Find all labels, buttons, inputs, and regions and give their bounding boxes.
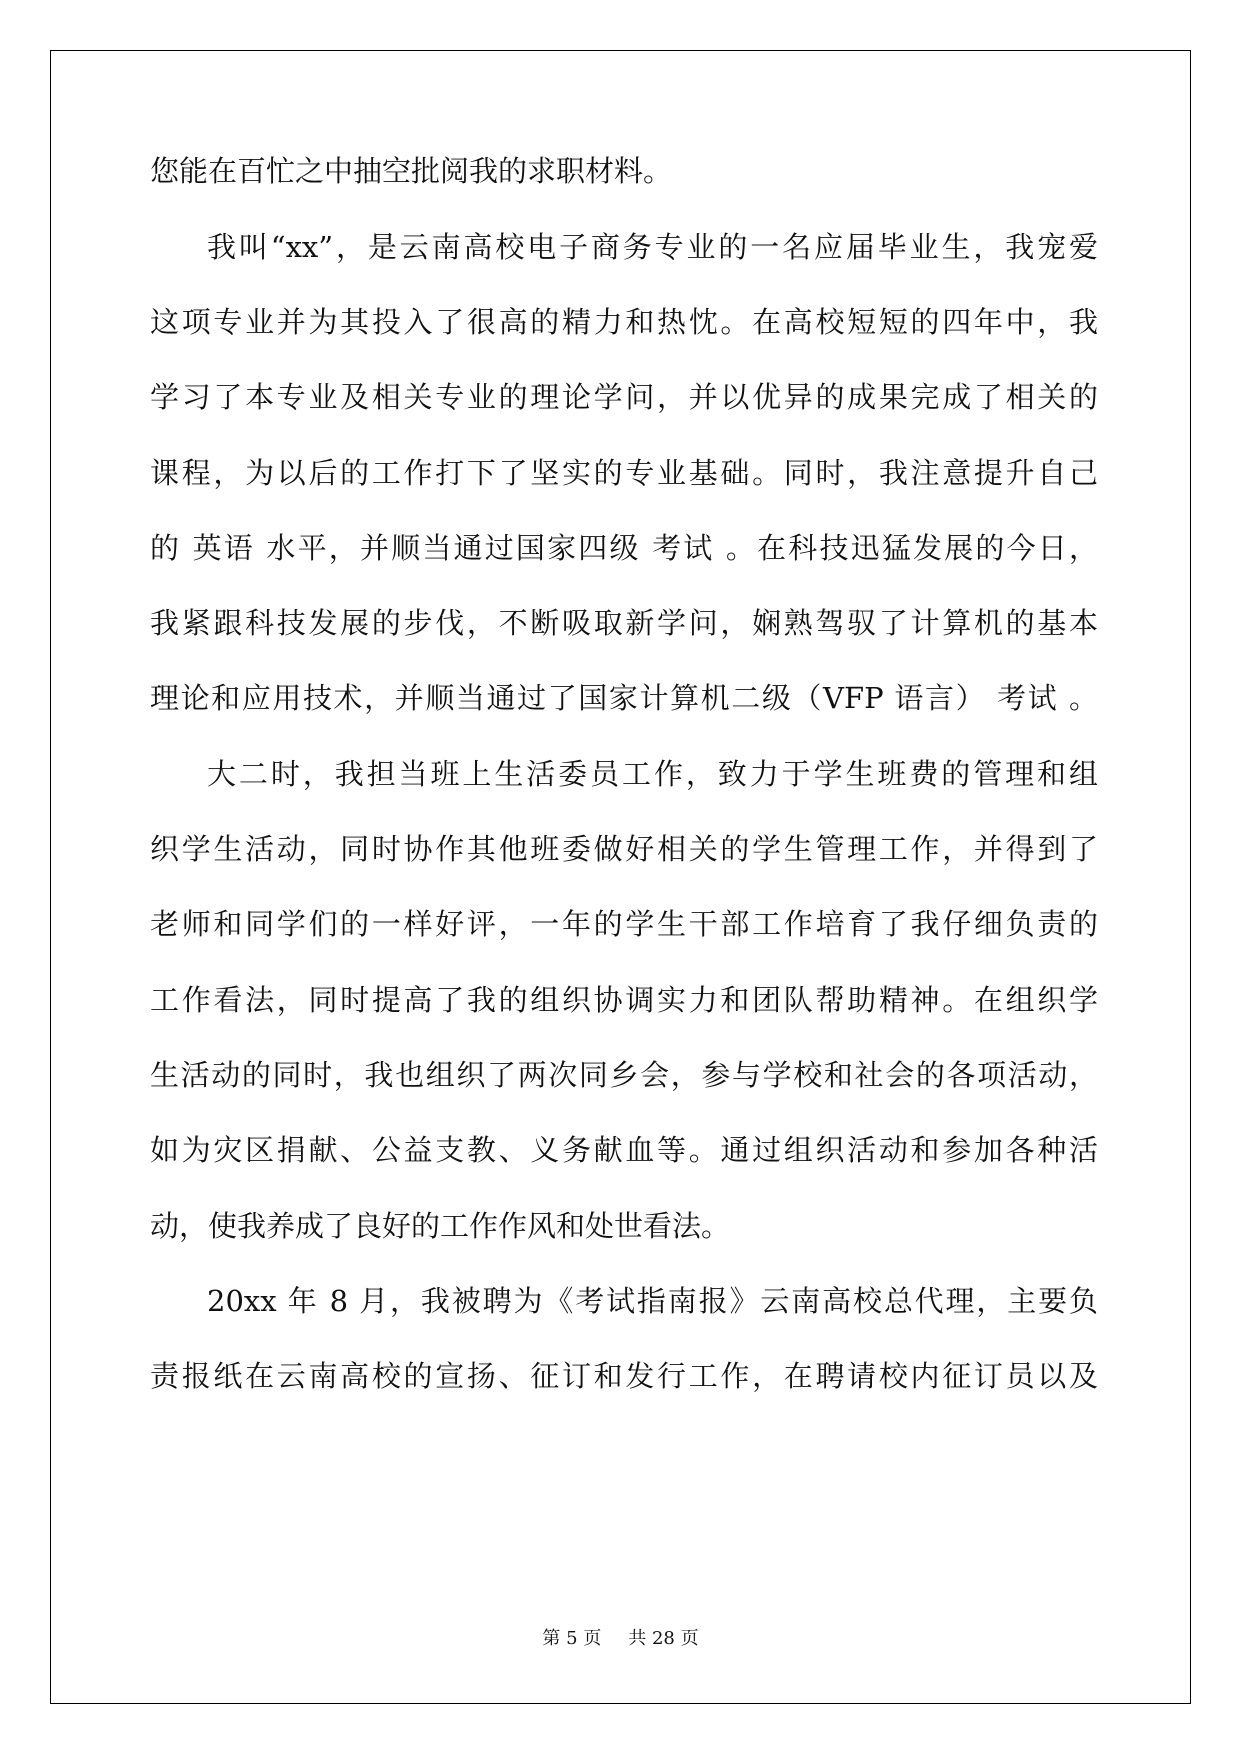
text-line: 老师和同学们的一样好评，一年的学生干部工作培育了我仔细负责的 — [150, 907, 1098, 941]
text-line: 织学生活动，同时协作其他班委做好相关的学生管理工作，并得到了 — [150, 832, 1098, 866]
page-total: 共 28 页 — [628, 1628, 699, 1649]
text-line: 您能在百忙之中抽空批阅我的求职材料。 — [150, 154, 673, 188]
text-line: 大二时，我担当班上生活委员工作，致力于学生班费的管理和组 — [207, 757, 1098, 791]
text-line: 工作看法，同时提高了我的组织协调实力和团队帮助精神。在组织学 — [150, 983, 1098, 1017]
page-footer — [0, 1624, 1241, 1650]
text-line: 如为灾区捐献、公益支教、义务献血等。通过组织活动和参加各种活 — [150, 1133, 1098, 1167]
text-line: 我紧跟科技发展的步伐，不断吸取新学问，娴熟驾驭了计算机的基本 — [150, 606, 1098, 640]
text-line: 的 英语 水平，并顺当通过国家四级 考试 。在科技迅猛发展的今日， — [150, 531, 1098, 565]
text-line: 20xx 年 8 月，我被聘为《考试指南报》云南高校总代理，主要负 — [207, 1284, 1098, 1318]
text-line: 我叫“xx”，是云南高校电子商务专业的一名应届毕业生，我宠爱 — [207, 230, 1098, 264]
text-line: 责报纸在云南高校的宣扬、征订和发行工作，在聘请校内征订员以及 — [150, 1359, 1098, 1393]
page-border — [50, 50, 1191, 1704]
text-line: 动，使我养成了良好的工作作风和处世看法。 — [150, 1209, 731, 1243]
page-number: 第 5 页 — [542, 1628, 602, 1649]
text-line: 生活动的同时，我也组织了两次同乡会，参与学校和社会的各项活动， — [150, 1058, 1098, 1092]
text-line: 理论和应用技术，并顺当通过了国家计算机二级（VFP 语言） 考试 。 — [150, 681, 1098, 715]
text-line: 课程，为以后的工作打下了坚实的专业基础。同时，我注意提升自己 — [150, 456, 1098, 490]
text-line: 这项专业并为其投入了很高的精力和热忱。在高校短短的四年中，我 — [150, 305, 1098, 339]
text-line: 学习了本专业及相关专业的理论学问，并以优异的成果完成了相关的 — [150, 380, 1098, 414]
